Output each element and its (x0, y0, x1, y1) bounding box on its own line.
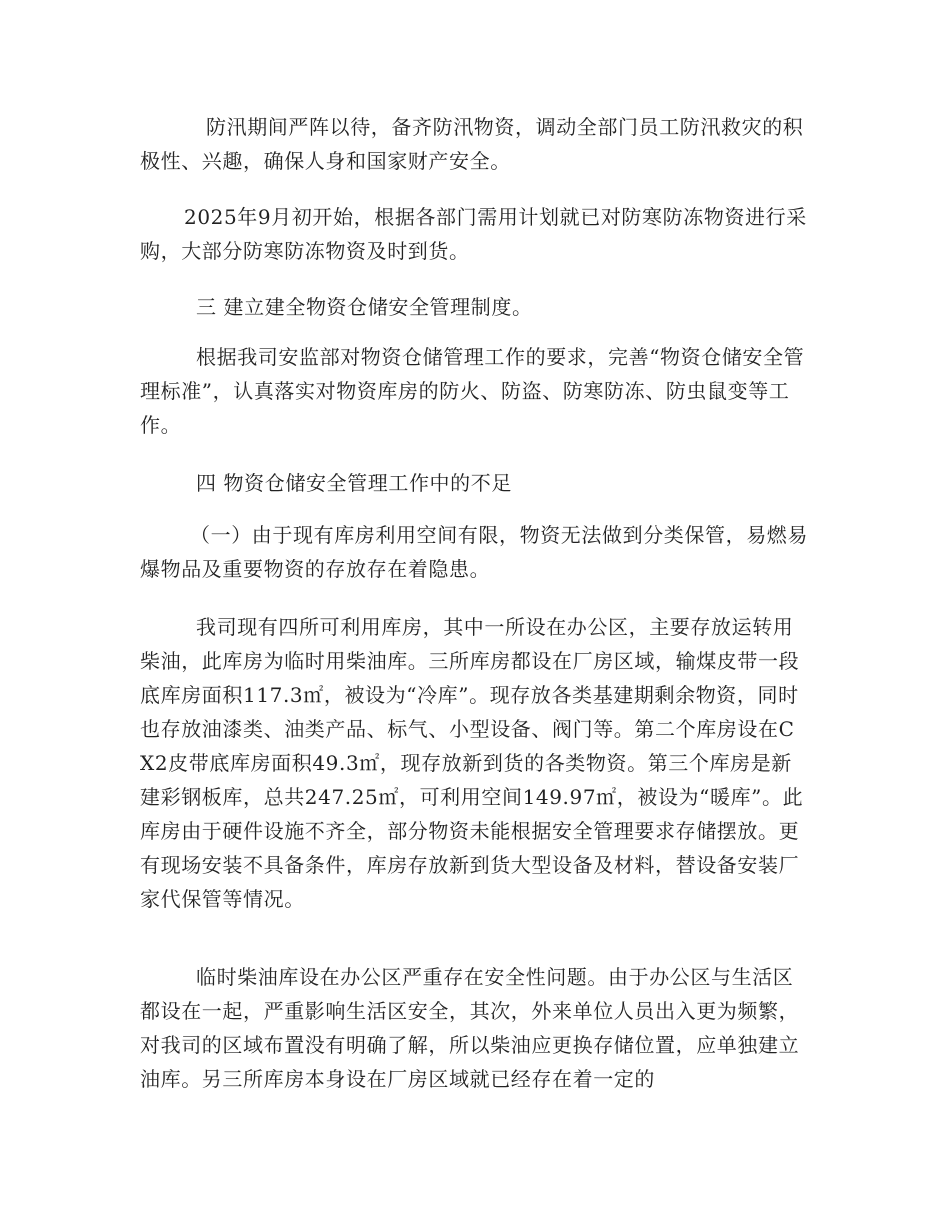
section-heading-four: 四 物资仓储安全管理工作中的不足 (196, 471, 512, 495)
paragraph-management-standard: 根据我司安监部对物资仓储管理工作的要求，完善“物资仓储安全管理标准”，认真落实对物资库房的防火、防盗、防寒防冻、防虫鼠变等工作。 (140, 345, 805, 437)
paragraph-cold-protection-procurement: 2025年9月初开始，根据各部门需用计划就已对防寒防冻物资进行采购，大部分防寒防冻物资及时到货。 (140, 205, 807, 263)
paragraph-diesel-storage-issue: 临时柴油库设在办公区严重存在安全性问题。由于办公区与生活区都设在一起，严重影响生活区安全，其次，外来单位人员出入更为频繁，对我司的区域布置没有明确了解，所以柴油应更换存储位置，应单独建立油库。另三所库房本身设在厂房区域就已经存在着一定的 (140, 965, 800, 1091)
section-heading-three: 三 建立建全物资仓储安全管理制度。 (196, 295, 533, 319)
paragraph-warehouse-description: 我司现有四所可利用库房，其中一所设在办公区，主要存放运转用柴油，此库房为临时用柴油库。三所库房都设在厂房区域，输煤皮带一段底库房面积117.3㎡，被设为“冷库”。现存放各类基建期剩余物资，同时也存放油漆类、油类产品、标气、小型设备、阀门等。第二个库房设在CX2皮带底库房面积49.3㎡，现存放新到货的各类物资。第三个库房是新建彩钢板库，总共247.25㎡，可利用空间149.97㎡，被设为“暖库”。此库房由于硬件设施不齐全，部分物资未能根据安全管理要求存储摆放。更有现场安装不具备条件，库房存放新到货大型设备及材料，替设备安装厂家代保管等情况。 (140, 615, 804, 911)
paragraph-shortcoming-one: （一）由于现有库房利用空间有限，物资无法做到分类保管，易燃易爆物品及重要物资的存放存在着隐患。 (140, 523, 808, 581)
paragraph-flood-prevention: 防汛期间严阵以待，备齐防汛物资，调动全部门员工防汛救灾的积极性、兴趣，确保人身和国家财产安全。 (140, 115, 804, 173)
